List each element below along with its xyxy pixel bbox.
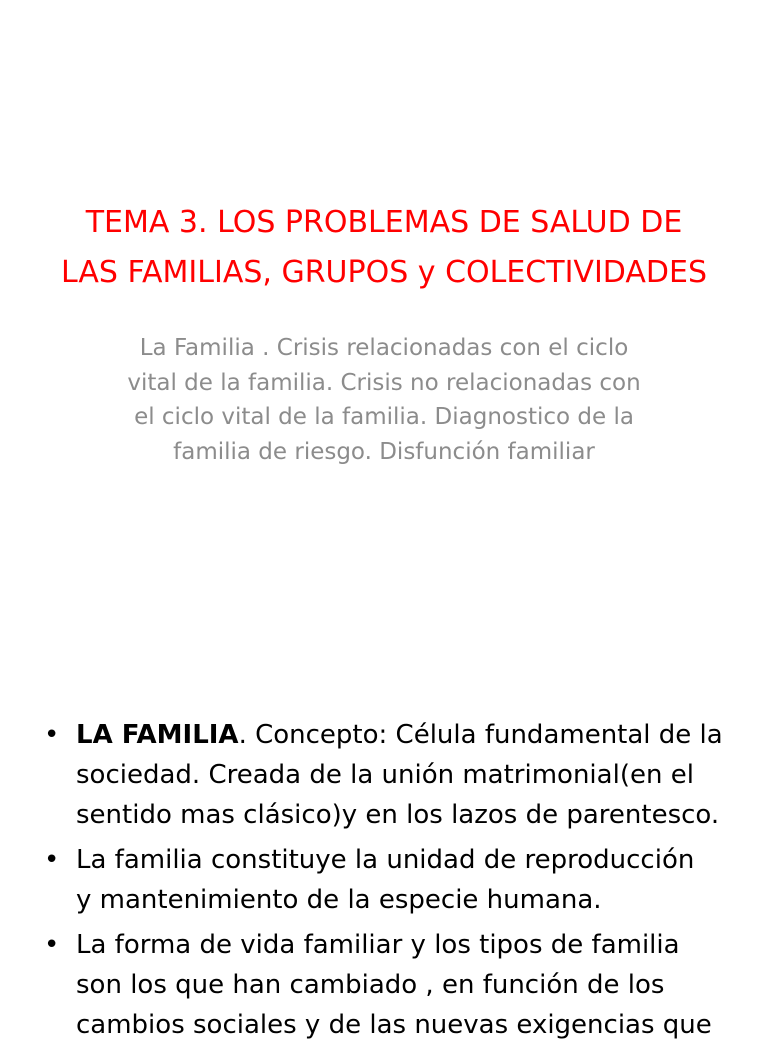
subtitle-line-4: familia de riesgo. Disfunción familiar — [173, 438, 595, 465]
title-line-1: TEMA 3. LOS PROBLEMAS DE SALUD DE — [85, 205, 683, 240]
bullet-item-reproduction-unit — [0, 840, 768, 920]
subtitle-line-3: el ciclo vital de la familia. Diagnostico de la — [134, 404, 634, 430]
bullet-1-line-1 — [76, 715, 768, 755]
bullet-marker: • — [44, 930, 60, 960]
slide-subtitle — [90, 331, 678, 469]
bullet-2-line-1: La familia constituye la unidad de reproducción — [76, 845, 695, 875]
bullet-1-line-3: sentido mas clásico)y en los lazos de parentesco. — [76, 800, 720, 830]
bullet-2-line-2: y mantenimiento de la especie humana. — [76, 885, 602, 915]
bullet-1-line-1-rest: . Concepto: Célula fundamental de la — [238, 720, 723, 750]
bullet-marker: • — [44, 720, 60, 750]
bullet-marker: • — [44, 845, 60, 875]
bullet-1-line-2: sociedad. Creada de la unión matrimonial(en el — [76, 760, 694, 790]
subtitle-line-1: La Familia . Crisis relacionadas con el ciclo — [139, 335, 629, 361]
bullet-item-family-concept — [0, 715, 768, 835]
bullet-3-line-1: La forma de vida familiar y los tipos de familia — [76, 930, 680, 960]
bullet-3-line-2: son los que han cambiado , en función de los — [76, 970, 665, 1000]
bullet-list — [0, 715, 768, 1050]
slide-title — [40, 198, 728, 298]
bullet-item-family-change — [0, 925, 768, 1045]
subtitle-line-2: vital de la familia. Crisis no relacionadas con — [127, 369, 641, 396]
bullet-1-bold-term: LA FAMILIA — [76, 720, 239, 750]
title-line-2: LAS FAMILIAS, GRUPOS y COLECTIVIDADES — [61, 255, 707, 290]
bullet-3-line-3: cambios sociales y de las nuevas exigencias que — [76, 1010, 712, 1040]
